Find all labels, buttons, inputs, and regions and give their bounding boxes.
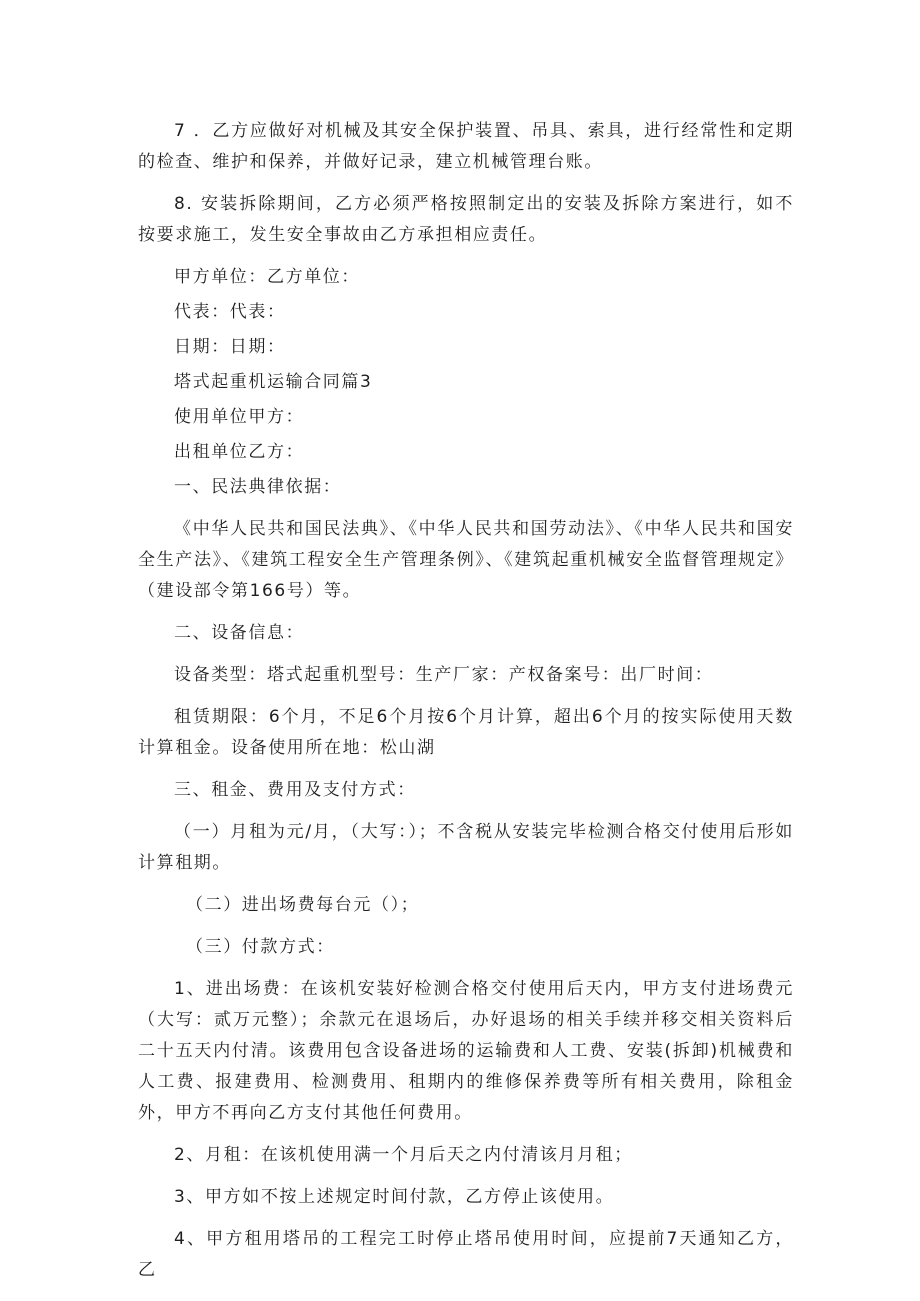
contract-title: 塔式起重机运输合同篇3 (174, 372, 373, 392)
dates-line: 日期：日期： (174, 337, 286, 357)
lease-term-paragraph: 租赁期限：6个月，不足6个月按6个月计算，超出6个月的按实际使用天数计算租金。设备使用所在地：松山湖 (138, 707, 794, 758)
pay-2-line: 2、月租：在该机使用满一个月后天之内付清该月月租； (174, 1145, 633, 1165)
laws-paragraph: 《中华人民共和国民法典》、《中华人民共和国劳动法》、《中华人民共和国安全生产法》、《建筑工程安全生产管理条例》、《建筑起重机械安全监督管理规定》（建设部令第166号）等。 (138, 519, 794, 601)
section-3-heading: 三、租金、费用及支付方式： (174, 780, 416, 800)
lessor-party-line: 出租单位乙方： (174, 442, 305, 462)
rent-2-line: （二）进出场费每台元（）； (186, 895, 420, 915)
section-2-heading: 二、设备信息： (174, 623, 305, 643)
section-1-heading: 一、民法典律依据： (174, 477, 342, 497)
clause-7-paragraph: 7 ．乙方应做好对机械及其安全保护装置、吊具、索具，进行经常性和定期的检查、维护和保养，并做好记录，建立机械管理台账。 (138, 121, 794, 172)
party-units-line: 甲方单位：乙方单位： (174, 267, 360, 287)
pay-3-line: 3、甲方如不按上述规定时间付款，乙方停止该使用。 (174, 1187, 615, 1207)
representatives-line: 代表：代表： (174, 302, 286, 322)
clause-8-paragraph: 8. 安装拆除期间，乙方必须严格按照制定出的安装及拆除方案进行，如不按要求施工，发生安全事故由乙方承担相应责任。 (138, 194, 794, 245)
pay-4-line: 4、甲方租用塔吊的工程完工时停止塔吊使用时间，应提前7天通知乙方，乙 (138, 1229, 794, 1280)
equipment-info-line: 设备类型：塔式起重机型号：生产厂家：产权备案号：出厂时间： (174, 665, 714, 685)
document-body (138, 116, 794, 1297)
rent-1-paragraph: （一）月租为元/月，（大写：）；不含税从安装完毕检测合格交付使用后形如计算租期。 (138, 822, 794, 873)
rent-3-line: （三）付款方式： (186, 937, 335, 957)
user-party-line: 使用单位甲方： (174, 407, 305, 427)
pay-1-paragraph: 1、进出场费：在该机安装好检测合格交付使用后天内，甲方支付进场费元（大写：贰万元整）；余款元在退场后，办好退场的相关手续并移交相关资料后二十五天内付清。该费用包含设备进场的运输费和人工费、安装(拆卸)机械费和人工费、报建费用、检测费用、租期内的维修保养费等所有相关费用，除租金外，甲方不再向乙方支付其他任何费用。 (138, 979, 794, 1123)
